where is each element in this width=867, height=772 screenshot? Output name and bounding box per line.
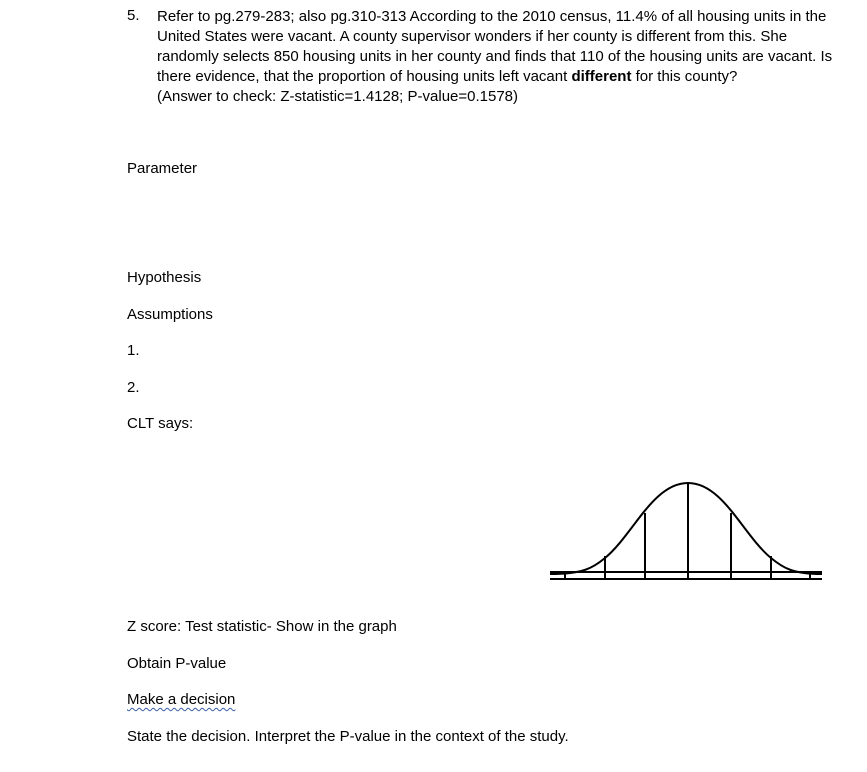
z-score-label: Z score: Test statistic- Show in the graph bbox=[127, 618, 397, 635]
decision-label: Make a decision bbox=[127, 691, 236, 708]
state-decision-label: State the decision. Interpret the P-value in the context of the study. bbox=[127, 728, 569, 745]
question-text bbox=[157, 7, 847, 107]
hypothesis-label: Hypothesis bbox=[127, 269, 202, 286]
bell-curve bbox=[550, 483, 822, 574]
answer-check: (Answer to check: Z-statistic=1.4128; P-value=0.1578) bbox=[157, 88, 519, 105]
assumption-1: 1. bbox=[127, 342, 140, 359]
parameter-label: Parameter bbox=[127, 160, 198, 177]
p-value-label: Obtain P-value bbox=[127, 655, 227, 672]
question-body-start: Refer to pg.279-283; also pg.310-313 According to the 2010 census, 11.4% of all housing units in the United States were vacant. A county supervisor wonders if her county is different from this. She randomly selects 850 housing units in her county and finds that 110 of the housing units are vacant. Is there evidence, that the proportion of housing units left vacant bbox=[157, 8, 833, 85]
question-body-end: for this county? bbox=[631, 68, 738, 85]
question-number: 5. bbox=[127, 7, 140, 24]
question-body bbox=[157, 7, 847, 87]
assumptions-label: Assumptions bbox=[127, 306, 213, 323]
normal-curve-icon bbox=[548, 480, 824, 584]
assumption-2: 2. bbox=[127, 379, 140, 396]
question-bold-word: different bbox=[571, 68, 632, 85]
clt-label: CLT says: bbox=[127, 415, 194, 432]
